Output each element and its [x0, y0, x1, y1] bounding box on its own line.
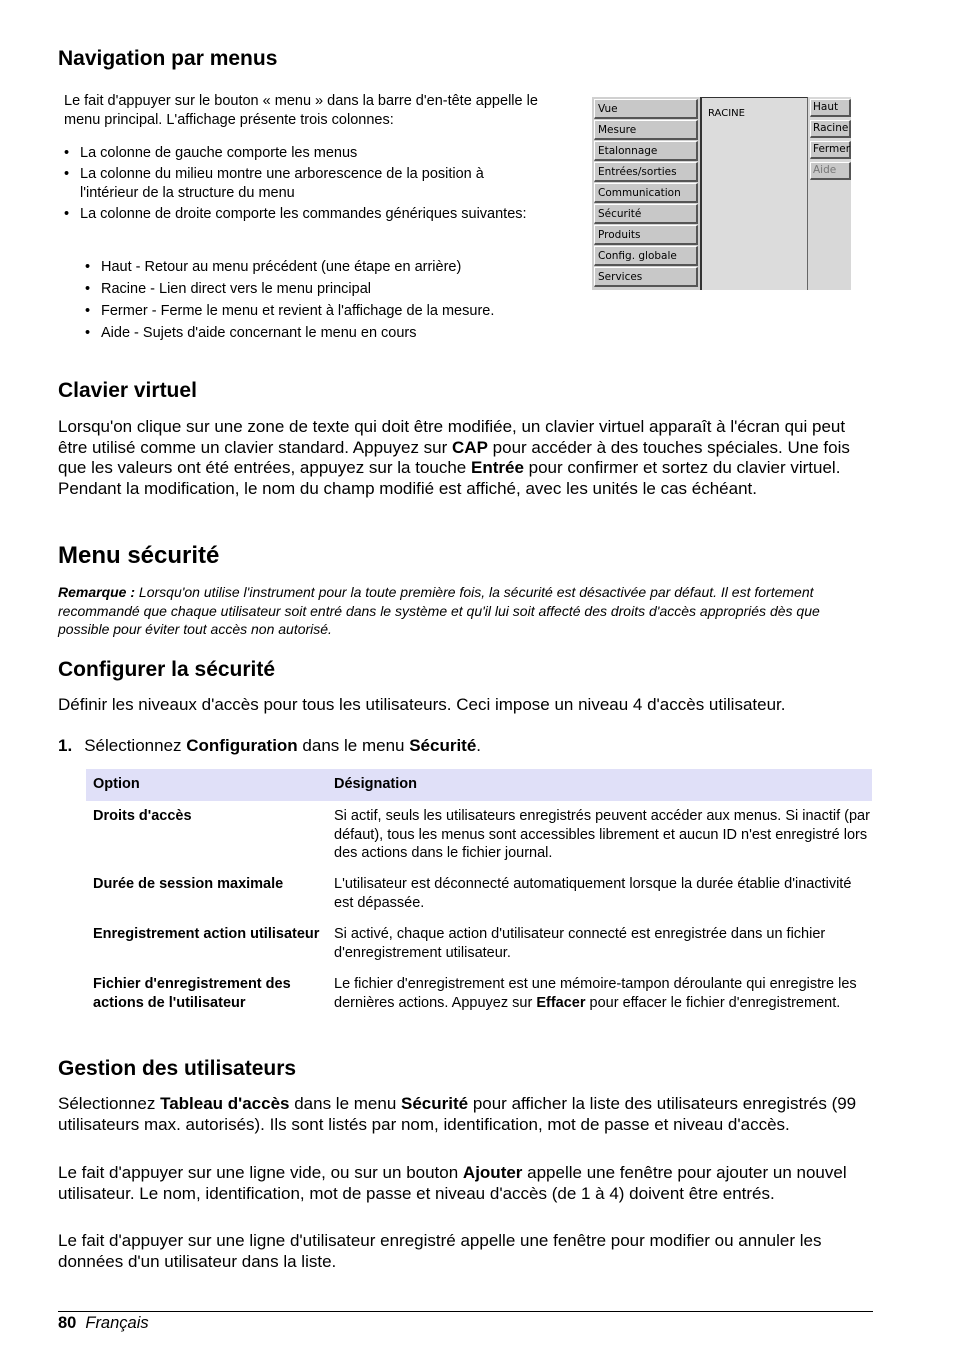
- menu-tree-root: RACINE: [708, 108, 745, 119]
- keyboard-text-1: Lorsqu'on clique sur une zone de texte qui doit être modifiée, un clavier virtuel apparaît à l'écran qui peut être utilisé comme un clavier standard. Appuyez sur: [58, 417, 846, 457]
- table-cell-desc: Le fichier d'enregistrement est une mémoire-tampon déroulante qui enregistre les dernières actions. Appuyez sur Effacer pour effacer le fichier d'enregistrement.: [334, 976, 857, 1011]
- table-cell-desc: Si activé, chaque action d'utilisateur connecté est enregistrée dans un fichier d'enregistrement utilisateur.: [334, 926, 826, 961]
- effacer-label: Effacer: [536, 994, 586, 1011]
- menu-item-vue: Vue: [594, 99, 698, 119]
- list-item: • Aide - Sujets d'aide concernant le menu en cours: [81, 324, 561, 343]
- section-heading-navigation: Navigation par menus: [58, 47, 278, 70]
- keyboard-text-2: pour accéder à des touches spéciales. Une fois que les valeurs ont été entrées, appuyez sur la touche: [58, 437, 850, 477]
- table-row: [86, 869, 872, 919]
- keyboard-paragraph: [58, 417, 873, 499]
- footer-divider: [58, 1311, 873, 1312]
- keyboard-text-3: pour confirmer et sortez du clavier virtuel. Pendant la modification, le nom du champ modifié est affiché, avec les unités le cas échéant.: [58, 458, 841, 498]
- security-note: [58, 583, 873, 639]
- menu-command-fermer: Fermer: [810, 141, 851, 159]
- section-heading-config: Configurer la sécurité: [58, 658, 276, 681]
- nav-intro: Le fait d'appuyer sur le bouton « menu » dans la barre d'en-tête appelle le menu principal. L'affichage présente trois colonnes:: [64, 93, 538, 128]
- keyboard-entree-label: Entrée: [470, 458, 524, 477]
- list-item: • Haut - Retour au menu précédent (une étape en arrière): [81, 258, 561, 277]
- note-text: Lorsqu'on utilise l'instrument pour la toute première fois, la sécurité est désactivée par défaut. Il est fortement recommandé que chaque utilisateur soit entré dans le système et qu'il lui soit affecté des droits d'accès appropriés dès que possible pour éviter tout accès non autorisé.: [58, 584, 820, 637]
- table-cell-desc: Si actif, seuls les utilisateurs enregistrés peuvent accéder aux menus. Si inactif (par défaut), tous les menus sont accessibles librement et aucun ID n'est enregistré lors des actions dans le fichier journal.: [334, 808, 870, 861]
- menu-command-haut: Haut: [810, 99, 851, 117]
- step-securite-label: Sécurité: [409, 736, 477, 755]
- menu-command-aide: Aide: [810, 162, 851, 180]
- page-title-security: Menu sécurité: [58, 542, 220, 569]
- menu-item-produits: Produits: [594, 225, 698, 245]
- list-item: • Fermer - Ferme le menu et revient à l'affichage de la mesure.: [81, 302, 561, 321]
- table-cell-option: Durée de session maximale: [93, 876, 284, 892]
- note-label: Remarque :: [58, 584, 136, 600]
- table-cell-option: Fichier d'enregistrement des actions de l'utilisateur: [93, 976, 291, 1011]
- securite-label: Sécurité: [401, 1094, 469, 1113]
- config-intro: Définir les niveaux d'accès pour tous les utilisateurs. Ceci impose un niveau 4 d'accès utilisateur.: [58, 695, 786, 714]
- menu-item-communication: Communication: [594, 183, 698, 203]
- page-number: 80: [58, 1314, 77, 1332]
- menu-item-entrees-sorties: Entrées/sorties: [594, 162, 698, 182]
- keyboard-cap-label: CAP: [452, 437, 488, 457]
- config-step: [58, 736, 873, 757]
- menu-right-column: [809, 97, 851, 290]
- step-text-2: dans le menu: [297, 736, 410, 755]
- step-text-1: Sélectionnez: [84, 736, 187, 755]
- table-row: [86, 969, 872, 1035]
- nav-bullet-list: [60, 144, 540, 224]
- menu-command-racine: Racine: [810, 120, 851, 138]
- users-paragraph-2: Le fait d'appuyer sur une ligne vide, ou sur un bouton Ajouter appelle une fenêtre pour ajouter un nouvel utilisateur. Le nom, identification, mot de passe et niveau d'accès (de 1 à 4) doivent être entrés.: [58, 1163, 847, 1203]
- table-row: [86, 919, 872, 969]
- page-footer: [58, 1313, 149, 1333]
- section-heading-users: Gestion des utilisateurs: [58, 1057, 297, 1080]
- menu-screenshot: [592, 97, 851, 290]
- list-item: • La colonne de gauche comporte les menus: [60, 144, 540, 163]
- column-header-option: Option: [93, 776, 140, 792]
- column-header-designation: Désignation: [334, 776, 417, 792]
- menu-middle-column: [700, 97, 808, 290]
- table-cell-desc: L'utilisateur est déconnecté automatiquement lorsque la durée établie d'inactivité est dépassée.: [334, 876, 852, 911]
- footer-language: Français: [85, 1314, 149, 1332]
- list-item: • La colonne de droite comporte les commandes génériques suivantes:: [60, 205, 540, 224]
- menu-item-config-globale: Config. globale: [594, 246, 698, 266]
- step-text-3: .: [476, 736, 482, 755]
- nav-sub-bullet-list: [81, 258, 561, 343]
- section-heading-keyboard: Clavier virtuel: [58, 379, 197, 402]
- users-paragraph-3: Le fait d'appuyer sur une ligne d'utilisateur enregistré appelle une fenêtre pour modifier ou annuler les données d'un utilisateur dans la liste.: [58, 1231, 822, 1271]
- list-item: • La colonne du milieu montre une arborescence de la position à l'intérieur de la structure du menu: [60, 165, 540, 203]
- list-item: • Racine - Lien direct vers le menu principal: [81, 280, 561, 299]
- table-cell-option: Enregistrement action utilisateur: [93, 926, 320, 942]
- table-row: [86, 801, 872, 869]
- users-paragraph-1: Sélectionnez Tableau d'accès dans le menu Sécurité pour afficher la liste des utilisateurs enregistrés (99 utilisateurs max. autorisés). Ils sont listés par nom, identification, mot de passe et niveau d'accès.: [58, 1094, 857, 1134]
- options-table: [86, 769, 872, 1035]
- table-header: [86, 769, 872, 801]
- menu-item-securite: Sécurité: [594, 204, 698, 224]
- step-number: 1.: [58, 736, 73, 755]
- tableau-acces-label: Tableau d'accès: [160, 1094, 290, 1113]
- ajouter-label: Ajouter: [462, 1163, 523, 1182]
- menu-left-column: [592, 97, 700, 290]
- step-configuration-label: Configuration: [186, 736, 298, 755]
- menu-item-services: Services: [594, 267, 698, 287]
- menu-item-mesure: Mesure: [594, 120, 698, 140]
- menu-item-etalonnage: Etalonnage: [594, 141, 698, 161]
- table-cell-option: Droits d'accès: [93, 808, 192, 824]
